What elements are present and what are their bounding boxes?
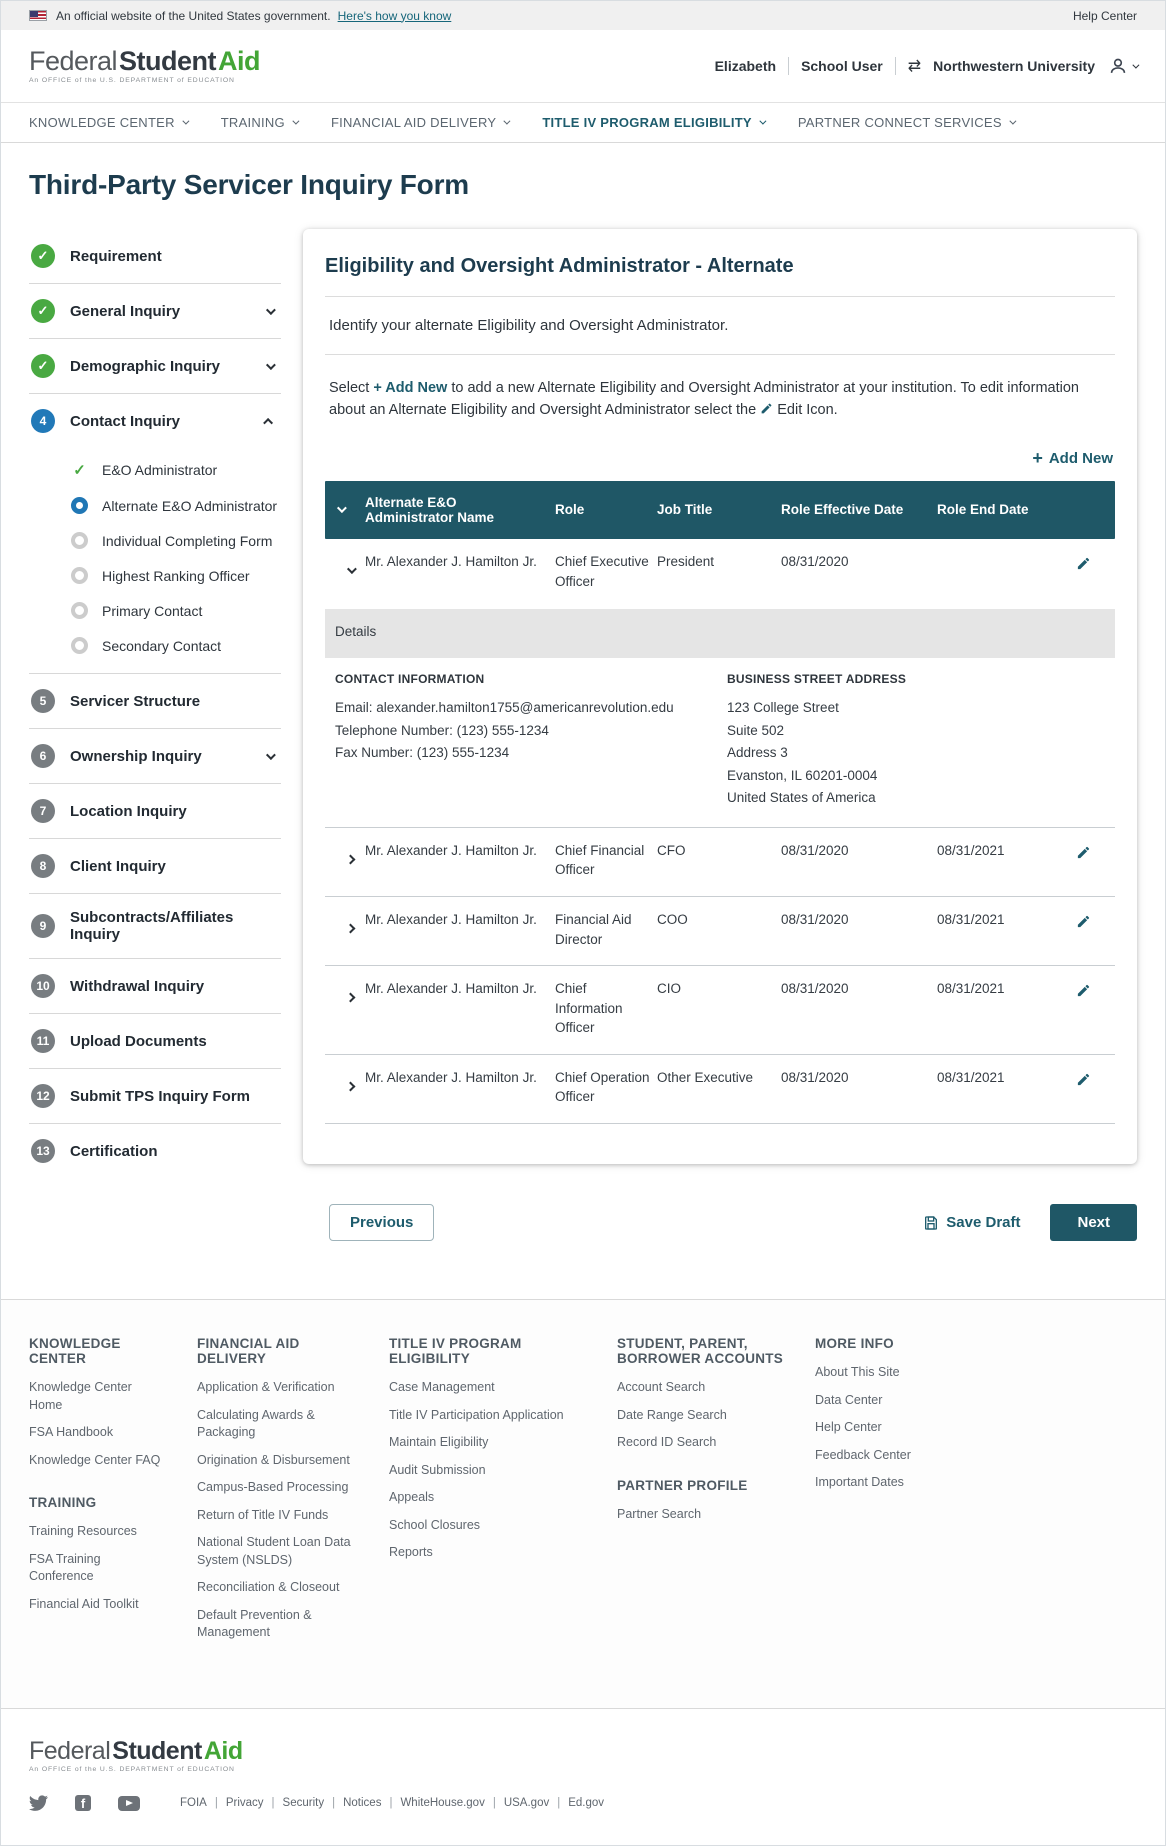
sidebar-step-requirement[interactable] (29, 229, 281, 283)
contact-line: Email: alexander.hamilton1755@americanrevolution.edu (335, 700, 674, 716)
institution-name: Northwestern University (933, 58, 1095, 74)
save-draft-button[interactable]: Save Draft (923, 1214, 1020, 1231)
footer-link-financial-aid-toolkit[interactable]: Financial Aid Toolkit (29, 1596, 139, 1611)
admin-role: Chief Operation Officer (555, 1069, 650, 1105)
sidebar-step-label: Upload Documents (70, 1032, 207, 1050)
administrators-table (325, 481, 1115, 1124)
form-actions (1, 1178, 1165, 1241)
business-address-heading: BUSINESS STREET ADDRESS (727, 671, 907, 686)
nav-item-label: TITLE IV PROGRAM ELIGIBILITY (542, 115, 752, 130)
twitter-icon[interactable] (29, 1795, 48, 1811)
footer-link-reports[interactable]: Reports (389, 1545, 433, 1559)
edit-pencil-icon (760, 402, 773, 418)
step-number-badge: 7 (31, 799, 55, 823)
divider: | (271, 1797, 275, 1810)
footer-heading: MORE INFO (815, 1336, 894, 1351)
sidebar-step-contact-inquiry[interactable] (29, 394, 281, 448)
sidebar-step-label: Contact Inquiry (70, 412, 181, 430)
footer-column (389, 1336, 617, 1668)
sidebar-step-label: Ownership Inquiry (70, 747, 202, 765)
section-instructions: Select + Add New to add a new Alternate Eligibility and Oversight Administrator at your institution. To edit information about an Alternate Eligibility and Oversight Administrator select the Edit Icon. (329, 380, 1079, 419)
column-header-job-title: Job Title (657, 502, 713, 518)
address-line: Evanston, IL 60201-0004 (727, 767, 878, 783)
check-circle-icon: ✓ (31, 244, 55, 268)
footer-column (29, 1336, 197, 1668)
role-end-date: 08/31/2021 (937, 911, 1005, 927)
footer-link-fsa-handbook[interactable]: FSA Handbook (29, 1425, 114, 1439)
add-new-button[interactable]: + Add New (1032, 447, 1113, 468)
footer-column (815, 1336, 965, 1668)
sidebar-substep-label: E&O Administrator (102, 462, 218, 478)
admin-job-title: CFO (657, 842, 686, 858)
chevron-down-icon (1132, 61, 1139, 68)
divider: | (332, 1797, 336, 1810)
admin-job-title: President (657, 553, 715, 569)
footer-link-date-range-search[interactable]: Date Range Search (617, 1407, 727, 1422)
sidebar-step-upload-documents[interactable] (29, 1014, 281, 1068)
contact-line: Telephone Number: (123) 555-1234 (335, 722, 549, 738)
step-number-badge: 8 (31, 854, 55, 878)
sidebar-step-demographic-inquiry[interactable] (29, 339, 281, 393)
column-header-alternate-e-o-administrator-name: Alternate E&O Administrator Name (365, 494, 495, 525)
details-body (325, 658, 1115, 827)
footer-group-title-iv-program-eligibility (389, 1336, 587, 1562)
form-steps-sidebar (29, 229, 281, 1178)
sidebar-step-submit-tps-inquiry-form[interactable] (29, 1069, 281, 1123)
footer-group-more-info (815, 1336, 935, 1492)
footer-column (197, 1336, 389, 1668)
us-flag-icon (29, 10, 47, 21)
sidebar-step-label: Requirement (70, 247, 162, 265)
step-number-badge: 4 (31, 409, 55, 433)
footer-group-financial-aid-delivery (197, 1336, 359, 1642)
row-expand-toggle[interactable] (335, 979, 365, 1038)
role-end-date: 08/31/2021 (937, 1069, 1005, 1085)
sidebar-substep-label: Primary Contact (102, 602, 203, 619)
admin-job-title: Other Executive (657, 1069, 754, 1085)
footer-link-important-dates[interactable]: Important Dates (815, 1475, 904, 1489)
admin-role: Chief Information Officer (555, 981, 623, 1036)
radio-icon (71, 532, 88, 549)
edit-row-button[interactable] (1076, 845, 1091, 866)
section-intro: Identify your alternate Eligibility and Oversight Administrator. (329, 317, 729, 334)
row-expand-toggle[interactable] (335, 841, 365, 880)
plus-icon: + (1032, 447, 1043, 468)
radio-icon (71, 567, 88, 584)
legal-link-security[interactable]: Security (282, 1797, 325, 1810)
step-number-badge: 5 (31, 689, 55, 713)
contact-line: Fax Number: (123) 555-1234 (335, 745, 510, 761)
step-number-badge: 6 (31, 744, 55, 768)
admin-name: Mr. Alexander J. Hamilton Jr. (365, 553, 537, 569)
chevron-down-icon (346, 564, 356, 574)
row-expand-toggle[interactable] (335, 910, 365, 949)
step-number-badge: 12 (31, 1084, 55, 1108)
radio-icon (71, 637, 88, 654)
chevron-down-icon (266, 750, 276, 760)
footer-link-knowledge-center-faq[interactable]: Knowledge Center FAQ (29, 1452, 161, 1467)
role-effective-date: 08/31/2020 (781, 911, 849, 927)
account-menu[interactable] (1107, 55, 1137, 77)
column-header-actions (1045, 481, 1115, 539)
footer-link-maintain-eligibility[interactable]: Maintain Eligibility (389, 1435, 489, 1449)
chevron-right-icon (345, 924, 355, 934)
address-line: 123 College Street (727, 700, 839, 716)
address-line: United States of America (727, 790, 876, 806)
facebook-icon[interactable]: f (75, 1795, 91, 1811)
footer-link-case-management[interactable]: Case Management (389, 1380, 495, 1394)
table-row (325, 897, 1115, 966)
role-effective-date: 08/31/2020 (781, 842, 849, 858)
logo-tagline: An OFFICE of the U.S. DEPARTMENT of EDUCATION (29, 76, 235, 84)
nav-item-label: TRAINING (220, 115, 285, 130)
nav-item-knowledge-center[interactable] (29, 115, 187, 130)
column-header-role: Role (555, 502, 585, 518)
address-line: Suite 502 (727, 722, 785, 738)
footer-heading: PARTNER PROFILE (617, 1477, 748, 1493)
check-icon: ✓ (73, 462, 86, 479)
chevron-down-icon (182, 118, 189, 125)
bottom-bar (1, 1708, 1165, 1846)
divider: | (214, 1797, 218, 1810)
sidebar-step-general-inquiry[interactable] (29, 284, 281, 338)
contact-information (335, 671, 727, 811)
footer-link-return-of-title-iv-funds[interactable]: Return of Title IV Funds (197, 1507, 329, 1522)
check-circle-icon: ✓ (31, 299, 55, 323)
footer-link-fsa-training-conference[interactable]: FSA Training Conference (29, 1551, 101, 1583)
address-line: Address 3 (727, 745, 788, 761)
logo-student: Student (119, 45, 217, 76)
chevron-down-icon (266, 305, 276, 315)
footer-fsa-logo: FederalStudentAid An OFFICE of the U.S. DEPARTMENT of EDUCATION (29, 1736, 243, 1773)
column-header-role-effective-date: Role Effective Date (781, 502, 904, 518)
sidebar-substep-e-o-administrator[interactable] (29, 452, 281, 488)
social-icons (29, 1795, 140, 1811)
admin-role: Financial Aid Director (555, 911, 632, 947)
footer-link-record-id-search[interactable]: Record ID Search (617, 1435, 717, 1449)
sidebar-substeps (29, 448, 281, 673)
logo-federal: Federal (29, 45, 118, 76)
row-expand-toggle[interactable] (335, 1068, 365, 1107)
chevron-down-icon (504, 118, 511, 125)
footer-link-campus-based-processing[interactable]: Campus-Based Processing (197, 1480, 349, 1494)
footer-group-partner-profile (617, 1478, 785, 1524)
legal-link-ed-gov[interactable]: Ed.gov (568, 1797, 605, 1810)
legal-link-foia[interactable]: FOIA (180, 1797, 207, 1810)
footer-heading: FINANCIAL AID DELIVERY (197, 1336, 300, 1366)
table-header-row (325, 481, 1115, 539)
admin-role: Chief Executive Officer (555, 553, 649, 589)
nav-item-financial-aid-delivery[interactable] (331, 115, 508, 130)
footer-group-training (29, 1495, 167, 1613)
sidebar-step-label: Submit TPS Inquiry Form (70, 1087, 251, 1105)
edit-row-button[interactable] (1076, 983, 1091, 1004)
logo-aid: Aid (218, 45, 261, 76)
expand-all-toggle[interactable] (325, 481, 355, 539)
sidebar-substep-label: Individual Completing Form (102, 532, 273, 549)
admin-job-title: COO (657, 911, 688, 927)
chevron-down-icon (336, 504, 346, 514)
step-number-badge: 9 (31, 914, 55, 938)
footer-link-account-search[interactable]: Account Search (617, 1380, 706, 1394)
site-footer (1, 1299, 1165, 1708)
chevron-right-icon (345, 993, 355, 1003)
sidebar-substep-label: Secondary Contact (102, 637, 222, 654)
edit-row-button[interactable] (1076, 556, 1091, 577)
chevron-down-icon (266, 360, 276, 370)
table-row (325, 828, 1115, 897)
role-effective-date: 08/31/2020 (781, 981, 849, 997)
footer-link-partner-search[interactable]: Partner Search (617, 1506, 702, 1521)
sidebar-substep-alternate-e-o-administrator[interactable] (29, 488, 281, 523)
save-icon (923, 1215, 939, 1231)
admin-name: Mr. Alexander J. Hamilton Jr. (365, 842, 537, 858)
divider: | (492, 1797, 496, 1810)
step-number-badge: 10 (31, 974, 55, 998)
edit-row-button[interactable] (1076, 914, 1091, 935)
user-role: School User (801, 58, 883, 74)
divider: | (389, 1797, 393, 1810)
sidebar-step-label: Withdrawal Inquiry (70, 977, 205, 995)
nav-item-partner-connect-services[interactable] (798, 115, 1014, 130)
nav-item-label: PARTNER CONNECT SERVICES (797, 115, 1002, 130)
section-card (303, 229, 1137, 1164)
footer-group-knowledge-center (29, 1336, 167, 1469)
sidebar-step-label: Subcontracts/Affiliates Inquiry (70, 909, 234, 943)
check-circle-icon: ✓ (31, 354, 55, 378)
footer-link-appeals[interactable]: Appeals (389, 1490, 435, 1504)
details-bar: Details (325, 609, 1115, 658)
table-row (325, 966, 1115, 1055)
section-title: Eligibility and Oversight Administrator - Alternate (325, 255, 794, 277)
fsa-logo (29, 45, 261, 85)
chevron-down-icon (759, 118, 766, 125)
how-you-know-link[interactable]: Here's how you know (337, 8, 452, 23)
footer-link-data-center[interactable]: Data Center (815, 1392, 883, 1407)
admin-job-title: CIO (657, 981, 682, 997)
legal-link-notices[interactable]: Notices (343, 1797, 382, 1810)
switch-institution-icon[interactable]: ⇄ (907, 58, 922, 75)
chevron-down-icon (292, 118, 299, 125)
table-row (325, 1055, 1115, 1124)
sidebar-substep-label: Highest Ranking Officer (102, 567, 250, 584)
nav-item-training[interactable] (221, 115, 297, 130)
sidebar-step-ownership-inquiry[interactable] (29, 729, 281, 783)
gov-banner (1, 1, 1165, 30)
sidebar-step-label: General Inquiry (70, 302, 181, 320)
sidebar-step-client-inquiry[interactable] (29, 839, 281, 893)
next-button[interactable]: Next (1050, 1204, 1137, 1241)
chevron-up-icon (263, 417, 273, 427)
contact-information-heading: CONTACT INFORMATION (335, 671, 485, 686)
edit-row-button[interactable] (1076, 1072, 1091, 1093)
footer-column (617, 1336, 815, 1668)
admin-role: Chief Financial Officer (555, 842, 645, 878)
sidebar-substep-secondary-contact[interactable] (29, 628, 281, 663)
sidebar-step-label: Servicer Structure (70, 692, 201, 710)
legal-link-privacy[interactable]: Privacy (225, 1797, 264, 1810)
admin-name: Mr. Alexander J. Hamilton Jr. (365, 1069, 537, 1085)
official-site-text: An official website of the United States government. (56, 8, 331, 23)
person-icon (1107, 55, 1129, 77)
footer-group-student-parent-borrower-accounts (617, 1336, 785, 1452)
footer-link-knowledge-center-home[interactable]: Knowledge Center Home (29, 1380, 132, 1412)
business-street-address (727, 671, 1105, 811)
nav-item-title-iv-program-eligibility[interactable] (542, 115, 764, 130)
step-number-badge: 13 (31, 1139, 55, 1163)
youtube-icon[interactable] (118, 1796, 140, 1811)
nav-item-label: KNOWLEDGE CENTER (29, 115, 175, 130)
admin-name: Mr. Alexander J. Hamilton Jr. (365, 981, 537, 997)
sidebar-step-withdrawal-inquiry[interactable] (29, 959, 281, 1013)
row-expand-toggle[interactable] (335, 552, 365, 591)
legal-links (180, 1797, 604, 1809)
help-center-link[interactable]: Help Center (1072, 8, 1137, 23)
user-name: Elizabeth (714, 58, 777, 74)
footer-link-audit-submission[interactable]: Audit Submission (389, 1462, 486, 1477)
footer-heading: STUDENT, PARENT, BORROWER ACCOUNTS (617, 1336, 784, 1366)
sidebar-substep-primary-contact[interactable] (29, 593, 281, 628)
table-row (325, 539, 1115, 828)
page-title: Third-Party Servicer Inquiry Form (29, 169, 469, 200)
radio-icon (71, 602, 88, 619)
sidebar-step-label: Certification (70, 1142, 158, 1160)
footer-heading: KNOWLEDGE CENTER (29, 1336, 121, 1366)
chevron-right-icon (345, 854, 355, 864)
footer-link-training-resources[interactable]: Training Resources (29, 1524, 137, 1538)
column-header-role-end-date: Role End Date (937, 502, 1029, 518)
sidebar-step-subcontracts-affiliates-inquiry[interactable] (29, 894, 281, 958)
footer-link-origination-disbursement[interactable]: Origination & Disbursement (197, 1452, 350, 1467)
footer-link-reconciliation-closeout[interactable]: Reconciliation & Closeout (197, 1580, 340, 1594)
sidebar-step-location-inquiry[interactable] (29, 784, 281, 838)
footer-link-about-this-site[interactable]: About This Site (815, 1365, 900, 1379)
sidebar-substep-individual-completing-form[interactable] (29, 523, 281, 558)
role-end-date (937, 552, 1055, 591)
sidebar-step-label: Location Inquiry (70, 802, 187, 820)
main-nav (1, 102, 1165, 143)
role-end-date: 08/31/2021 (937, 842, 1005, 858)
footer-link-school-closures[interactable]: School Closures (389, 1517, 481, 1532)
sidebar-step-label: Demographic Inquiry (70, 357, 221, 375)
footer-heading: TITLE IV PROGRAM ELIGIBILITY (389, 1336, 522, 1366)
footer-link-default-prevention-management[interactable]: Default Prevention & Management (197, 1607, 312, 1639)
legal-link-whitehouse-gov[interactable]: WhiteHouse.gov (400, 1797, 485, 1810)
footer-link-calculating-awards-packaging[interactable]: Calculating Awards & Packaging (197, 1407, 315, 1439)
divider: | (557, 1797, 561, 1810)
role-effective-date: 08/31/2020 (781, 1069, 849, 1085)
footer-link-title-iv-participation-application[interactable]: Title IV Participation Application (389, 1407, 564, 1422)
footer-heading: TRAINING (29, 1495, 97, 1510)
chevron-right-icon (345, 1081, 355, 1091)
sidebar-substep-highest-ranking-officer[interactable] (29, 558, 281, 593)
role-effective-date: 08/31/2020 (781, 553, 849, 569)
site-header (1, 30, 1165, 102)
sidebar-step-label: Client Inquiry (70, 857, 166, 875)
footer-link-national-student-loan-data-system-nslds[interactable]: National Student Loan Data System (NSLDS) (197, 1535, 351, 1567)
legal-link-usa-gov[interactable]: USA.gov (503, 1797, 550, 1810)
radio-selected-icon (71, 497, 88, 514)
step-number-badge: 11 (31, 1029, 55, 1053)
footer-link-feedback-center[interactable]: Feedback Center (815, 1447, 911, 1462)
sidebar-step-servicer-structure[interactable] (29, 674, 281, 728)
chevron-down-icon (1009, 118, 1016, 125)
footer-link-application-verification[interactable]: Application & Verification (197, 1380, 335, 1394)
admin-name: Mr. Alexander J. Hamilton Jr. (365, 911, 537, 927)
nav-item-label: FINANCIAL AID DELIVERY (330, 115, 497, 130)
sidebar-substep-label: Alternate E&O Administrator (102, 497, 278, 514)
role-end-date: 08/31/2021 (937, 981, 1005, 997)
sidebar-step-certification[interactable] (29, 1124, 281, 1178)
footer-link-help-center[interactable]: Help Center (815, 1420, 882, 1434)
previous-button[interactable]: Previous (329, 1204, 434, 1241)
